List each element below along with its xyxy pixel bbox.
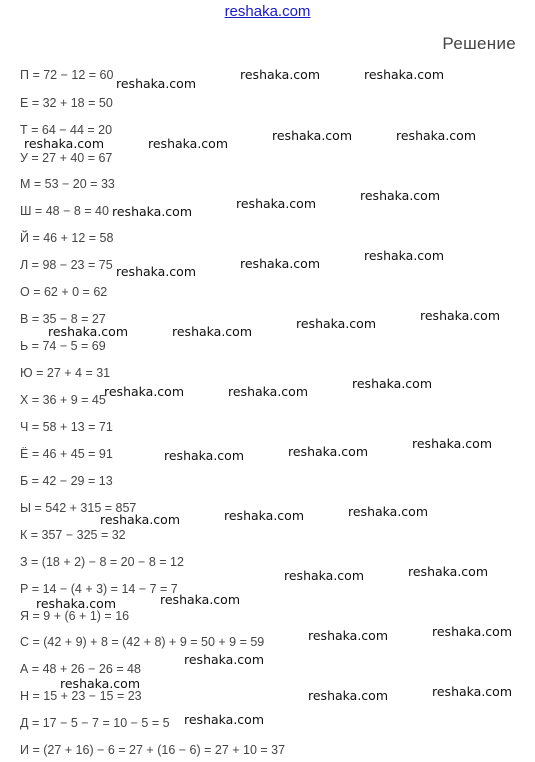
watermark: reshaka.com [148, 136, 228, 151]
watermark: reshaka.com [184, 652, 264, 667]
equation-line: И = (27 + 16) − 6 = 27 + (16 − 6) = 27 + 10 = 37 [20, 743, 286, 757]
equation-line: А = 48 + 26 − 26 = 48 [20, 662, 141, 676]
watermark: reshaka.com [412, 436, 492, 451]
watermark: reshaka.com [240, 67, 320, 82]
equation-line: З = (18 + 2) − 8 = 20 − 8 = 12 [20, 555, 184, 569]
site-link[interactable]: reshaka.com [224, 3, 311, 20]
watermark: reshaka.com [116, 264, 196, 279]
watermark: reshaka.com [352, 376, 432, 391]
equation-line: Д = 17 − 5 − 7 = 10 − 5 = 5 [20, 716, 170, 730]
equation-line: У = 27 + 40 = 67 [20, 151, 113, 165]
watermark: reshaka.com [284, 568, 364, 583]
watermark: reshaka.com [104, 384, 184, 399]
watermark: reshaka.com [48, 324, 128, 339]
equation-line: Ы = 542 + 315 = 857 [20, 501, 137, 515]
watermark: reshaka.com [348, 504, 428, 519]
equation-line: Х = 36 + 9 = 45 [20, 393, 106, 407]
equation-line: Ч = 58 + 13 = 71 [20, 420, 113, 434]
watermark: reshaka.com [432, 624, 512, 639]
equation-line: В = 35 − 8 = 27 [20, 312, 106, 326]
equation-line: Е = 32 + 18 = 50 [20, 96, 113, 110]
watermark: reshaka.com [272, 128, 352, 143]
watermark: reshaka.com [164, 448, 244, 463]
equation-line: Т = 64 − 44 = 20 [20, 123, 113, 137]
equation-line: Н = 15 + 23 − 15 = 23 [20, 689, 142, 703]
watermark: reshaka.com [112, 204, 192, 219]
watermark: reshaka.com [296, 316, 376, 331]
watermark: reshaka.com [236, 196, 316, 211]
watermark: reshaka.com [100, 512, 180, 527]
equation-line: Ю = 27 + 4 = 31 [20, 366, 111, 380]
watermark: reshaka.com [420, 308, 500, 323]
watermark: reshaka.com [432, 684, 512, 699]
watermark: reshaka.com [172, 324, 252, 339]
watermark: reshaka.com [160, 592, 240, 607]
watermark: reshaka.com [184, 712, 264, 727]
equation-line: К = 357 − 325 = 32 [20, 528, 126, 542]
equation-line: Ш = 48 − 8 = 40 [20, 204, 109, 218]
equation-line: О = 62 + 0 = 62 [20, 285, 108, 299]
watermark: reshaka.com [228, 384, 308, 399]
watermark: reshaka.com [308, 688, 388, 703]
watermark: reshaka.com [308, 628, 388, 643]
watermark: reshaka.com [116, 76, 196, 91]
equation-line: М = 53 − 20 = 33 [20, 177, 115, 191]
equation-line: Л = 98 − 23 = 75 [20, 258, 113, 272]
equation-line: Ё = 46 + 45 = 91 [20, 447, 113, 461]
watermark: reshaka.com [24, 136, 104, 151]
watermark: reshaka.com [360, 188, 440, 203]
equation-line: Б = 42 − 29 = 13 [20, 474, 113, 488]
watermark: reshaka.com [288, 444, 368, 459]
watermark: reshaka.com [364, 248, 444, 263]
watermark: reshaka.com [396, 128, 476, 143]
watermark: reshaka.com [408, 564, 488, 579]
watermark: reshaka.com [36, 596, 116, 611]
watermark: reshaka.com [240, 256, 320, 271]
equation-line: С = (42 + 9) + 8 = (42 + 8) + 9 = 50 + 9 = 59 [20, 635, 265, 649]
equation-line: Й = 46 + 12 = 58 [20, 231, 114, 245]
equation-line: П = 72 − 12 = 60 [20, 68, 114, 82]
page-title: Решение [442, 34, 516, 53]
watermark: reshaka.com [60, 676, 140, 691]
equation-line: Р = 14 − (4 + 3) = 14 − 7 = 7 [20, 582, 178, 596]
watermark: reshaka.com [224, 508, 304, 523]
equation-line: Я = 9 + (6 + 1) = 16 [20, 609, 130, 623]
equation-line: Ь = 74 − 5 = 69 [20, 339, 106, 353]
watermark: reshaka.com [364, 67, 444, 82]
